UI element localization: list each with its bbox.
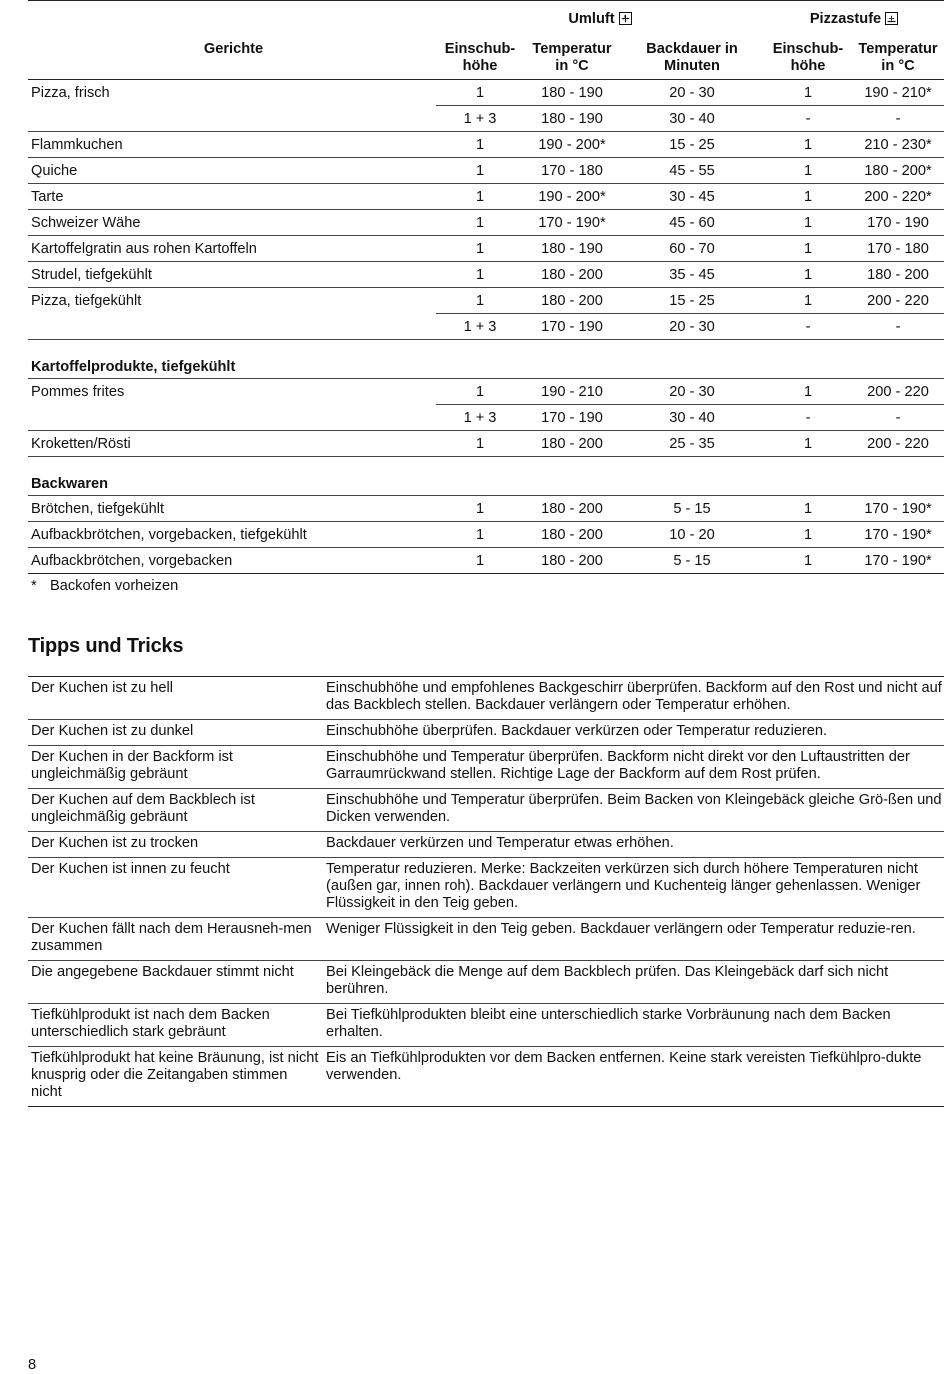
shelf-cell: 1 — [436, 431, 524, 457]
col-duration: Backdauer in Minuten — [646, 41, 738, 74]
tip-row — [28, 832, 944, 858]
pizza-shelf-cell: 1 — [764, 262, 852, 288]
temperature-cell: 180 - 190 — [524, 80, 620, 106]
tip-problem: Tiefkühlprodukt ist nach dem Backen unterschiedlich stark gebräunt — [28, 1004, 326, 1047]
tip-solution: Backdauer verkürzen und Temperatur etwas erhöhen. — [326, 832, 944, 858]
baking-table — [28, 0, 944, 574]
pizza-shelf-cell: 1 — [764, 522, 852, 548]
group-heading: Kartoffelprodukte, tiefgekühlt — [28, 340, 944, 379]
tip-problem: Der Kuchen in der Backform ist ungleichmäßig gebräunt — [28, 746, 326, 789]
col-dish: Gerichte — [203, 41, 264, 57]
duration-cell: 25 - 35 — [620, 431, 764, 457]
temperature-cell: 190 - 200* — [524, 132, 620, 158]
temperature-cell: 170 - 190 — [524, 314, 620, 340]
tip-row — [28, 961, 944, 1004]
shelf-cell: 1 — [436, 236, 524, 262]
tip-problem: Der Kuchen ist zu dunkel — [28, 720, 326, 746]
pizza-shelf-cell: 1 — [764, 80, 852, 106]
pizza-shelf-cell: 1 — [764, 496, 852, 522]
temperature-cell: 170 - 190* — [524, 210, 620, 236]
duration-cell: 30 - 40 — [620, 405, 764, 431]
dish-cell — [28, 405, 436, 431]
table-row — [28, 262, 944, 288]
dish-cell: Pizza, frisch — [31, 85, 110, 102]
dish-cell: Aufbackbrötchen, vorgebacken — [28, 548, 436, 574]
col-temp-pizza: Temperatur in °C — [858, 41, 938, 74]
tip-problem: Der Kuchen ist zu trocken — [28, 832, 326, 858]
tip-solution: Temperatur reduzieren. Merke: Backzeiten verkürzen sich durch höhere Temperaturen nicht (außen gar, innen roh). Backdauer verlängern und Kuchenteig länger gehenlassen. Weniger Flüssigkeit in den Teig geben. — [326, 858, 944, 918]
table-row — [28, 522, 944, 548]
tip-row — [28, 918, 944, 961]
dish-cell — [28, 314, 436, 340]
pizza-temperature-cell: 170 - 190* — [852, 496, 944, 522]
temperature-cell: 180 - 200 — [524, 548, 620, 574]
duration-cell: 5 - 15 — [620, 496, 764, 522]
dish-cell: Strudel, tiefgekühlt — [28, 262, 436, 288]
shelf-cell: 1 — [436, 210, 524, 236]
tip-solution: Einschubhöhe und Temperatur überprüfen. Beim Backen von Kleingebäck gleiche Grö-ßen und Dicken verwenden. — [326, 789, 944, 832]
page-number: 8 — [28, 1357, 37, 1373]
shelf-cell: 1 — [436, 262, 524, 288]
tip-row — [28, 789, 944, 832]
duration-cell: 60 - 70 — [620, 236, 764, 262]
tip-solution: Einschubhöhe und empfohlenes Backgeschirr überprüfen. Backform auf den Rost und nicht auf das Backblech stellen. Backdauer verlängern oder Temperatur erhöhen. — [326, 677, 944, 720]
shelf-cell: 1 — [436, 379, 524, 405]
tip-solution: Bei Kleingebäck die Menge auf dem Backblech prüfen. Das Kleingebäck darf sich nicht berühren. — [326, 961, 944, 1004]
duration-cell: 15 - 25 — [620, 132, 764, 158]
dish-cell: Pommes frites — [31, 384, 125, 401]
pizza-temperature-cell: - — [852, 314, 944, 340]
temperature-cell: 180 - 200 — [524, 262, 620, 288]
duration-cell: 45 - 60 — [620, 210, 764, 236]
tip-problem: Der Kuchen fällt nach dem Herausneh-men zusammen — [28, 918, 326, 961]
pizzastufe-header — [764, 1, 944, 42]
table-column-header-row — [28, 41, 944, 80]
pizza-shelf-cell: 1 — [764, 210, 852, 236]
pizza-temperature-cell: 200 - 220 — [852, 379, 944, 405]
tip-solution: Bei Tiefkühlprodukten bleibt eine unterschiedlich starke Vorbräunung nach dem Backen erhalten. — [326, 1004, 944, 1047]
temperature-cell: 180 - 190 — [524, 106, 620, 132]
shelf-cell: 1 + 3 — [436, 405, 524, 431]
footnote-text: Backofen vorheizen — [50, 578, 179, 594]
dish-cell: Pizza, tiefgekühlt — [31, 293, 142, 310]
pizza-shelf-cell: 1 — [764, 431, 852, 457]
tip-row — [28, 720, 944, 746]
table-row — [28, 210, 944, 236]
table-mode-header-row — [28, 1, 944, 42]
col-temp-umluft: Temperatur in °C — [532, 41, 612, 74]
pizza-shelf-cell: 1 — [764, 548, 852, 574]
pizza-shelf-cell: 1 — [764, 236, 852, 262]
pizza-temperature-cell: 200 - 220* — [852, 184, 944, 210]
umluft-header — [436, 1, 764, 42]
temperature-cell: 180 - 200 — [524, 522, 620, 548]
shelf-cell: 1 — [436, 288, 524, 314]
shelf-cell: 1 — [436, 496, 524, 522]
tip-row — [28, 1004, 944, 1047]
temperature-cell: 170 - 190 — [524, 405, 620, 431]
pizza-temperature-cell: 210 - 230* — [852, 132, 944, 158]
shelf-cell: 1 + 3 — [436, 314, 524, 340]
shelf-cell: 1 — [436, 158, 524, 184]
tip-solution: Einschubhöhe und Temperatur überprüfen. Backform nicht direkt vor den Luftaustritten der Garraumrückwand stellen. Richtige Lage der Backform auf dem Rost prüfen. — [326, 746, 944, 789]
shelf-cell: 1 + 3 — [436, 106, 524, 132]
pizza-shelf-cell: 1 — [764, 288, 852, 314]
col-shelf-pizza: Einschub- höhe — [772, 41, 844, 74]
duration-cell: 20 - 30 — [620, 80, 764, 106]
pizza-shelf-cell: 1 — [764, 184, 852, 210]
document-page — [28, 0, 944, 1107]
shelf-cell: 1 — [436, 184, 524, 210]
tip-problem: Der Kuchen ist innen zu feucht — [28, 858, 326, 918]
duration-cell: 20 - 30 — [620, 314, 764, 340]
duration-cell: 30 - 40 — [620, 106, 764, 132]
tip-row — [28, 677, 944, 720]
group-heading: Backwaren — [28, 457, 944, 496]
footnote-mark: * — [31, 578, 37, 594]
temperature-cell: 180 - 200 — [524, 431, 620, 457]
pizza-temperature-cell: 170 - 190* — [852, 522, 944, 548]
pizza-temperature-cell: - — [852, 405, 944, 431]
table-row — [28, 236, 944, 262]
section-title: Tipps und Tricks — [28, 635, 184, 657]
table-row — [28, 158, 944, 184]
shelf-cell: 1 — [436, 132, 524, 158]
table-row — [28, 314, 944, 340]
baking-table-body — [28, 80, 944, 574]
pizza-temperature-cell: 200 - 220 — [852, 288, 944, 314]
tip-problem: Die angegebene Backdauer stimmt nicht — [28, 961, 326, 1004]
duration-cell: 30 - 45 — [620, 184, 764, 210]
dish-cell: Kroketten/Rösti — [28, 431, 436, 457]
col-shelf-umluft: Einschub- höhe — [444, 41, 516, 74]
table-row — [28, 431, 944, 457]
shelf-cell: 1 — [436, 548, 524, 574]
duration-cell: 45 - 55 — [620, 158, 764, 184]
tip-problem: Der Kuchen auf dem Backblech ist ungleichmäßig gebräunt — [28, 789, 326, 832]
table-row — [28, 379, 944, 405]
dish-cell: Aufbackbrötchen, vorgebacken, tiefgekühlt — [28, 522, 436, 548]
table-row — [28, 496, 944, 522]
tip-row — [28, 746, 944, 789]
dish-cell: Flammkuchen — [28, 132, 436, 158]
duration-cell: 20 - 30 — [620, 379, 764, 405]
shelf-cell: 1 — [436, 80, 524, 106]
dish-cell: Quiche — [28, 158, 436, 184]
table-row — [28, 548, 944, 574]
tip-solution: Einschubhöhe überprüfen. Backdauer verkürzen oder Temperatur reduzieren. — [326, 720, 944, 746]
dish-cell — [28, 106, 436, 132]
tip-row — [28, 1047, 944, 1107]
duration-cell: 10 - 20 — [620, 522, 764, 548]
pizza-temperature-cell: - — [852, 106, 944, 132]
shelf-cell: 1 — [436, 522, 524, 548]
pizza-temperature-cell: 170 - 180 — [852, 236, 944, 262]
duration-cell: 5 - 15 — [620, 548, 764, 574]
temperature-cell: 190 - 200* — [524, 184, 620, 210]
table-row — [28, 288, 944, 314]
table-row — [28, 106, 944, 132]
pizza-shelf-cell: 1 — [764, 379, 852, 405]
dish-cell: Kartoffelgratin aus rohen Kartoffeln — [28, 236, 436, 262]
duration-cell: 35 - 45 — [620, 262, 764, 288]
pizza-temperature-cell: 200 - 220 — [852, 431, 944, 457]
tip-problem: Tiefkühlprodukt hat keine Bräunung, ist nicht knusprig oder die Zeitangaben stimmen nicht — [28, 1047, 326, 1107]
pizza-temperature-cell: 170 - 190 — [852, 210, 944, 236]
group-heading-row — [28, 457, 944, 496]
pizza-temperature-cell: 180 - 200 — [852, 262, 944, 288]
temperature-cell: 180 - 190 — [524, 236, 620, 262]
tip-solution: Weniger Flüssigkeit in den Teig geben. Backdauer verlängern oder Temperatur reduzie-ren. — [326, 918, 944, 961]
tip-problem: Der Kuchen ist zu hell — [28, 677, 326, 720]
table-row — [28, 80, 944, 106]
fan-icon — [619, 12, 632, 25]
temperature-cell: 170 - 180 — [524, 158, 620, 184]
table-row — [28, 132, 944, 158]
pizza-shelf-cell: 1 — [764, 158, 852, 184]
duration-cell: 15 - 25 — [620, 288, 764, 314]
tip-solution: Eis an Tiefkühlprodukten vor dem Backen entfernen. Keine stark vereisten Tiefkühlpro-dukte verwenden. — [326, 1047, 944, 1107]
temperature-cell: 180 - 200 — [524, 288, 620, 314]
pizza-temperature-cell: 180 - 200* — [852, 158, 944, 184]
pizza-shelf-cell: - — [764, 405, 852, 431]
temperature-cell: 180 - 200 — [524, 496, 620, 522]
pizza-shelf-cell: - — [764, 106, 852, 132]
dish-cell: Brötchen, tiefgekühlt — [28, 496, 436, 522]
temperature-cell: 190 - 210 — [524, 379, 620, 405]
tip-row — [28, 858, 944, 918]
pizza-temperature-cell: 170 - 190* — [852, 548, 944, 574]
dish-cell: Tarte — [28, 184, 436, 210]
table-row — [28, 405, 944, 431]
footnote — [28, 578, 944, 598]
group-heading-row — [28, 340, 944, 379]
umluft-label: Umluft — [568, 11, 615, 27]
pizza-shelf-cell: - — [764, 314, 852, 340]
pizza-setting-icon — [885, 12, 898, 25]
pizza-shelf-cell: 1 — [764, 132, 852, 158]
pizza-temperature-cell: 190 - 210* — [852, 80, 944, 106]
tips-table — [28, 676, 944, 1107]
pizzastufe-label: Pizzastufe — [809, 11, 882, 27]
dish-cell: Schweizer Wähe — [28, 210, 436, 236]
table-row — [28, 184, 944, 210]
